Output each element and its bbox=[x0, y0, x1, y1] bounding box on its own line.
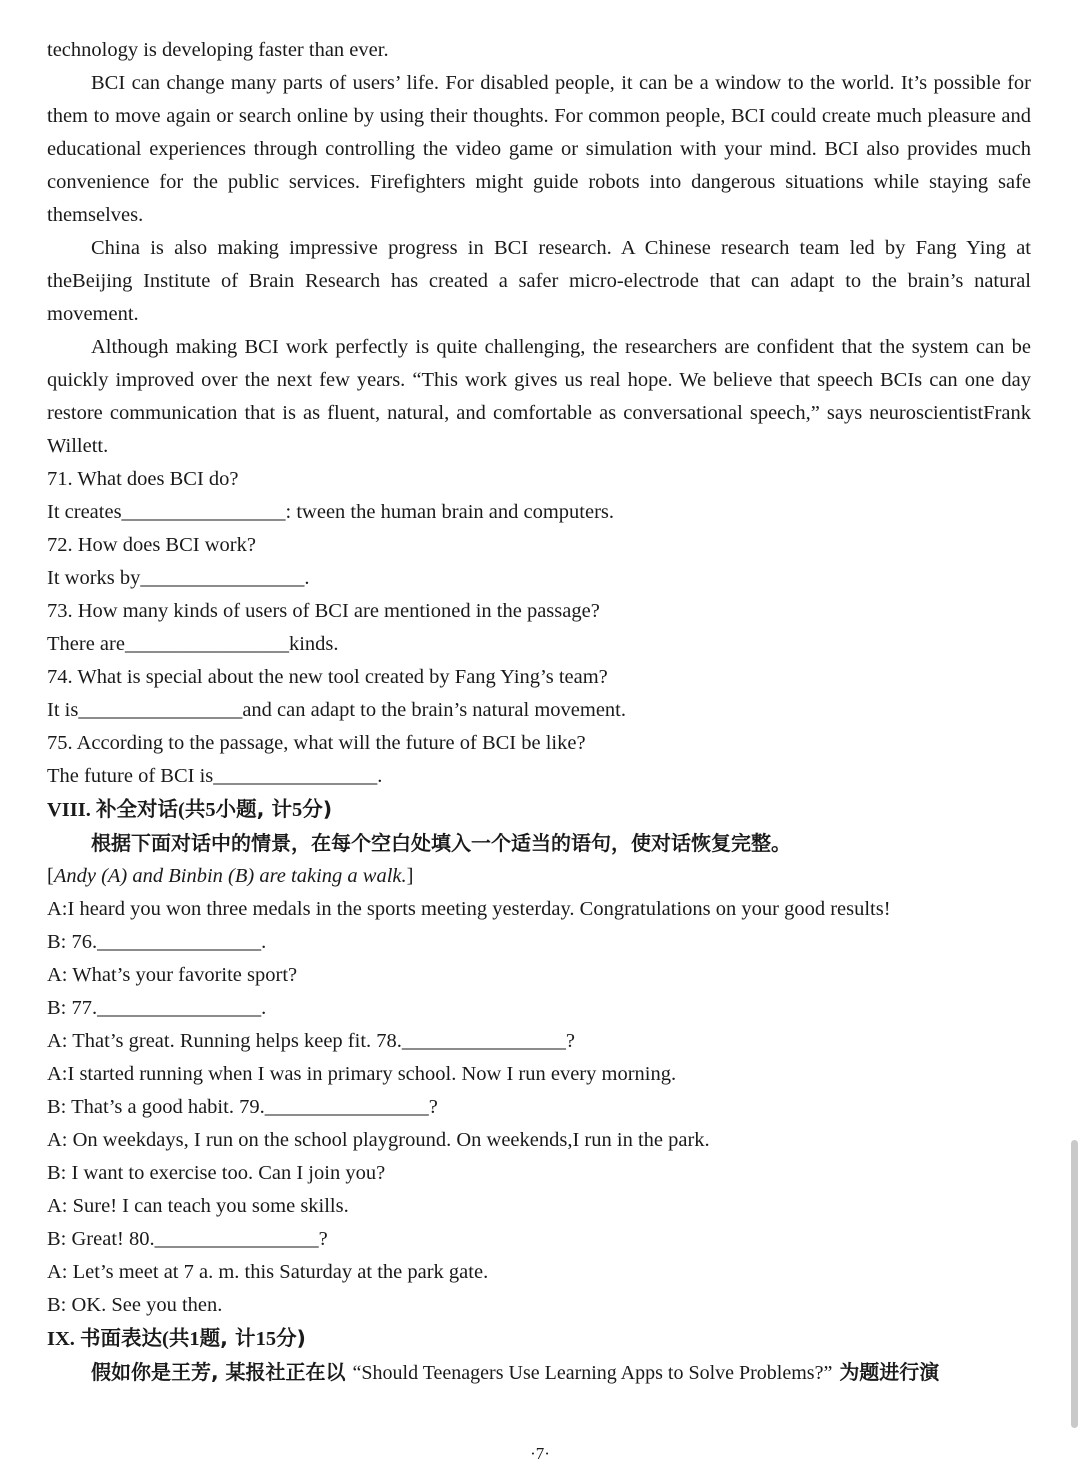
passage-paragraph-uses: BCI can change many parts of users’ life. For disabled people, it can be a window to the world. It’s possible for them to move again or search online by using their thoughts. For common people, BCI could create much pleasure and educational experiences through controlling the video game or simulation with your mind. BCI also provides much convenience for the public services. Firefighters might guide robots into dangerous situations while staying safe themselves. bbox=[47, 72, 1031, 226]
dialogue-line: B: Great! 80.________________? bbox=[47, 1228, 328, 1250]
section-title: 书面表达 bbox=[80, 1326, 163, 1350]
dialogue-line: A: On weekdays, I run on the school playground. On weekends,I run in the park. bbox=[47, 1129, 710, 1151]
dialogue-scene: [Andy (A) and Binbin (B) are taking a walk.] bbox=[47, 865, 414, 887]
answer-blank-line: There are________________kinds. bbox=[47, 633, 339, 655]
question-74 bbox=[47, 661, 1031, 727]
passage-continuation: technology is developing faster than ever. bbox=[47, 39, 389, 61]
section-score: (共5小题, 计5分) bbox=[178, 797, 333, 821]
question-text: 73. How many kinds of users of BCI are mentioned in the passage? bbox=[47, 600, 600, 622]
answer-blank-line: It creates________________: tween the human brain and computers. bbox=[47, 501, 615, 523]
document-page bbox=[47, 34, 1031, 1389]
dialogue-line: B: OK. See you then. bbox=[47, 1294, 223, 1316]
question-text: 72. How does BCI work? bbox=[47, 534, 256, 556]
page-number: ·7· bbox=[530, 1444, 550, 1463]
question-71 bbox=[47, 463, 1031, 529]
dialogue-line: A:I heard you won three medals in the sports meeting yesterday. Congratulations on your good results! bbox=[47, 898, 891, 920]
scrollbar[interactable] bbox=[1068, 0, 1080, 1480]
scrollbar-thumb[interactable] bbox=[1071, 1140, 1078, 1428]
question-text: 75. According to the passage, what will the future of BCI be like? bbox=[47, 732, 586, 754]
dialogue-line: A: Sure! I can teach you some skills. bbox=[47, 1195, 349, 1217]
section-number: VIII. bbox=[47, 799, 91, 821]
answer-blank-line: It works by________________. bbox=[47, 567, 310, 589]
section-9-instruction: 假如你是王芳, 某报社正在以 “Should Teenagers Use Learning Apps to Solve Problems?” 为题进行演 bbox=[91, 1360, 940, 1384]
dialogue-line: A: That’s great. Running helps keep fit. 78.________________? bbox=[47, 1030, 575, 1052]
dialogue-line: B: 77.________________. bbox=[47, 997, 267, 1019]
question-text: 71. What does BCI do? bbox=[47, 468, 239, 490]
dialogue bbox=[47, 893, 1031, 1322]
dialogue-line: B: 76.________________. bbox=[47, 931, 267, 953]
dialogue-line: B: That’s a good habit. 79.________________? bbox=[47, 1096, 438, 1118]
section-8-instruction: 根据下面对话中的情景，在每个空白处填入一个适当的语句，使对话恢复完整。 bbox=[91, 831, 791, 855]
passage-paragraph-future: Although making BCI work perfectly is quite challenging, the researchers are confident that the system can be quickly improved over the next few years. “This work gives us real hope. We believe that speech BCIs can one day restore communication that is as fluent, natural, and comfortable as conversational speech,” says neuroscientistFrank Willett. bbox=[47, 336, 1031, 457]
question-text: 74. What is special about the new tool created by Fang Ying’s team? bbox=[47, 666, 608, 688]
section-9-heading bbox=[47, 1322, 1031, 1355]
section-title: 补全对话 bbox=[96, 797, 178, 821]
answer-blank-line: The future of BCI is________________. bbox=[47, 765, 383, 787]
passage-paragraph-china: China is also making impressive progress in BCI research. A Chinese research team led by Fang Ying at theBeijing Institute of Brain Research has created a safer micro-electrode that can adapt to the brain’s natural movement. bbox=[47, 237, 1031, 325]
dialogue-line: A: What’s your favorite sport? bbox=[47, 964, 298, 986]
dialogue-line: A: Let’s meet at 7 a. m. this Saturday at the park gate. bbox=[47, 1261, 489, 1283]
dialogue-line: A:I started running when I was in primary school. Now I run every morning. bbox=[47, 1063, 677, 1085]
question-73 bbox=[47, 595, 1031, 661]
section-8-heading bbox=[47, 793, 1031, 826]
section-number: IX. bbox=[47, 1328, 75, 1350]
section-score: (共1题, 计15分) bbox=[162, 1326, 306, 1350]
question-75 bbox=[47, 727, 1031, 793]
answer-blank-line: It is________________and can adapt to the brain’s natural movement. bbox=[47, 699, 626, 721]
question-72 bbox=[47, 529, 1031, 595]
dialogue-line: B: I want to exercise too. Can I join you? bbox=[47, 1162, 386, 1184]
